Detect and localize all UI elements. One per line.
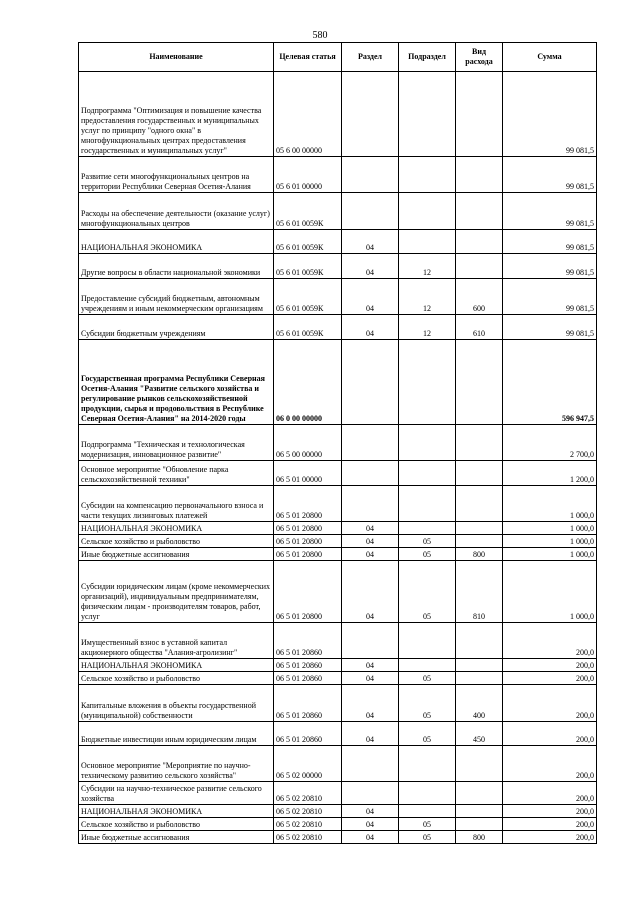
cell-subsection xyxy=(399,486,456,522)
cell-subsection: 05 xyxy=(399,561,456,623)
cell-section xyxy=(342,746,399,782)
cell-section xyxy=(342,193,399,230)
cell-amount: 200,0 xyxy=(503,672,597,685)
table-row xyxy=(79,254,597,279)
cell-name xyxy=(79,522,274,535)
cell-subsection: 05 xyxy=(399,831,456,844)
cell-amount: 200,0 xyxy=(503,659,597,672)
page-number: 580 xyxy=(312,30,328,41)
header-section: Раздел xyxy=(342,43,399,72)
cell-amount: 200,0 xyxy=(503,746,597,782)
cell-target-article: 06 5 02 20810 xyxy=(274,831,342,844)
cell-target-article: 06 5 01 20800 xyxy=(274,486,342,522)
row-name-text: Иные бюджетные ассигнования xyxy=(81,833,190,842)
table-row xyxy=(79,461,597,486)
cell-target-article: 06 5 01 20800 xyxy=(274,561,342,623)
cell-target-article: 05 6 01 0059К xyxy=(274,193,342,230)
table-row xyxy=(79,279,597,315)
cell-expense-type: 600 xyxy=(456,279,503,315)
cell-target-article: 06 5 01 00000 xyxy=(274,461,342,486)
cell-target-article: 06 5 01 20860 xyxy=(274,623,342,659)
cell-subsection xyxy=(399,805,456,818)
row-name-text: Сельское хозяйство и рыболовство xyxy=(81,674,201,683)
cell-amount: 200,0 xyxy=(503,831,597,844)
cell-name xyxy=(79,425,274,461)
cell-target-article: 05 6 01 00000 xyxy=(274,157,342,193)
cell-target-article: 06 5 01 20800 xyxy=(274,535,342,548)
cell-subsection xyxy=(399,157,456,193)
cell-amount: 99 081,5 xyxy=(503,193,597,230)
cell-subsection: 05 xyxy=(399,722,456,746)
cell-expense-type xyxy=(456,486,503,522)
table-row xyxy=(79,535,597,548)
cell-name xyxy=(79,722,274,746)
cell-section: 04 xyxy=(342,561,399,623)
cell-expense-type xyxy=(456,522,503,535)
cell-name xyxy=(79,746,274,782)
cell-name xyxy=(79,461,274,486)
header-expense-type: Вид расхода xyxy=(456,43,503,72)
header-amount: Сумма xyxy=(503,43,597,72)
cell-name xyxy=(79,340,274,425)
cell-section: 04 xyxy=(342,722,399,746)
cell-subsection xyxy=(399,425,456,461)
cell-expense-type xyxy=(456,193,503,230)
cell-expense-type: 800 xyxy=(456,548,503,561)
cell-subsection: 05 xyxy=(399,548,456,561)
cell-expense-type xyxy=(456,623,503,659)
cell-amount: 1 200,0 xyxy=(503,461,597,486)
cell-expense-type xyxy=(456,72,503,157)
cell-subsection xyxy=(399,72,456,157)
cell-subsection: 12 xyxy=(399,254,456,279)
cell-section xyxy=(342,486,399,522)
cell-expense-type xyxy=(456,535,503,548)
cell-expense-type: 610 xyxy=(456,315,503,340)
table-row xyxy=(79,193,597,230)
cell-section xyxy=(342,461,399,486)
cell-section xyxy=(342,340,399,425)
cell-expense-type xyxy=(456,254,503,279)
cell-amount: 200,0 xyxy=(503,722,597,746)
cell-section: 04 xyxy=(342,548,399,561)
cell-amount: 200,0 xyxy=(503,623,597,659)
cell-amount: 1 000,0 xyxy=(503,486,597,522)
row-name-text: НАЦИОНАЛЬНАЯ ЭКОНОМИКА xyxy=(81,524,203,533)
header-target-article: Целевая статья xyxy=(274,43,342,72)
row-name-text: Иные бюджетные ассигнования xyxy=(81,550,190,559)
cell-target-article: 06 5 02 20810 xyxy=(274,818,342,831)
cell-amount: 200,0 xyxy=(503,805,597,818)
header-subsection: Подраздел xyxy=(399,43,456,72)
cell-amount: 99 081,5 xyxy=(503,72,597,157)
cell-amount: 1 000,0 xyxy=(503,522,597,535)
cell-name xyxy=(79,831,274,844)
cell-expense-type xyxy=(456,818,503,831)
row-name-text: Субсидии на научно-техническое развитие сельского хозяйства xyxy=(81,784,262,803)
row-name-text: Развитие сети многофункциональных центров на территории Республики Северная Осетия-Алания xyxy=(81,172,251,191)
cell-target-article: 05 6 01 0059К xyxy=(274,230,342,254)
row-name-text: Субсидии юридическим лицам (кроме некоммерческих организаций), индивидуальным предпринимателям, физическим лицам - производителям товаров, работ, услуг xyxy=(81,582,271,621)
cell-name xyxy=(79,548,274,561)
table-row xyxy=(79,659,597,672)
row-name-text: Сельское хозяйство и рыболовство xyxy=(81,820,201,829)
cell-section xyxy=(342,157,399,193)
row-name-text: Государственная программа Республики Северная Осетия-Алания "Развитие сельского хозяйства и регулирование рынков сельскохозяйственной продукции, сырья и продовольствия в Республике Северная Осетия-Алания" на 2014-2020 годы xyxy=(81,374,265,423)
cell-expense-type xyxy=(456,672,503,685)
table-row xyxy=(79,486,597,522)
row-name-text: Подпрограмма "Оптимизация и повышение качества предоставления государственных и муниципальных услуг по принципу "одного окна" в многофункциональных центрах предоставления государственных и муниципальных услуг" xyxy=(81,106,262,155)
cell-subsection xyxy=(399,193,456,230)
cell-section: 04 xyxy=(342,279,399,315)
row-name-text: Капитальные вложения в объекты государственной (муниципальной) собственности xyxy=(81,701,256,720)
table-row xyxy=(79,782,597,805)
cell-target-article: 05 6 00 00000 xyxy=(274,72,342,157)
cell-expense-type: 400 xyxy=(456,685,503,722)
cell-target-article: 05 6 01 0059К xyxy=(274,315,342,340)
cell-name xyxy=(79,315,274,340)
cell-expense-type: 810 xyxy=(456,561,503,623)
cell-target-article: 06 5 02 20810 xyxy=(274,782,342,805)
cell-amount: 200,0 xyxy=(503,782,597,805)
cell-subsection xyxy=(399,340,456,425)
cell-target-article: 06 5 01 20800 xyxy=(274,522,342,535)
cell-amount: 1 000,0 xyxy=(503,548,597,561)
cell-name xyxy=(79,72,274,157)
cell-expense-type xyxy=(456,805,503,818)
cell-name xyxy=(79,486,274,522)
cell-name xyxy=(79,193,274,230)
cell-target-article: 06 5 02 00000 xyxy=(274,746,342,782)
table-row xyxy=(79,561,597,623)
row-name-text: Расходы на обеспечение деятельности (оказание услуг) многофункциональных центров xyxy=(81,209,270,228)
cell-amount: 2 700,0 xyxy=(503,425,597,461)
table-row xyxy=(79,230,597,254)
cell-subsection: 12 xyxy=(399,315,456,340)
cell-target-article: 06 5 01 20860 xyxy=(274,685,342,722)
cell-subsection xyxy=(399,782,456,805)
cell-subsection xyxy=(399,522,456,535)
cell-name xyxy=(79,685,274,722)
table-row xyxy=(79,72,597,157)
cell-section: 04 xyxy=(342,805,399,818)
row-name-text: Основное мероприятие "Мероприятие по научно-техническому развитию сельского хозяйства" xyxy=(81,761,251,780)
cell-subsection: 05 xyxy=(399,685,456,722)
table-row xyxy=(79,805,597,818)
cell-subsection xyxy=(399,230,456,254)
cell-target-article: 06 5 01 20800 xyxy=(274,548,342,561)
table-header-row xyxy=(79,43,597,72)
table-row xyxy=(79,818,597,831)
cell-target-article: 06 5 00 00000 xyxy=(274,425,342,461)
budget-table xyxy=(78,42,597,844)
cell-subsection xyxy=(399,746,456,782)
row-name-text: Субсидии на компенсацию первоначального взноса и части текущих лизинговых платежей xyxy=(81,501,264,520)
cell-expense-type xyxy=(456,340,503,425)
cell-amount: 596 947,5 xyxy=(503,340,597,425)
table-row xyxy=(79,746,597,782)
cell-expense-type: 800 xyxy=(456,831,503,844)
cell-name xyxy=(79,782,274,805)
cell-name xyxy=(79,561,274,623)
cell-name xyxy=(79,230,274,254)
row-name-text: Бюджетные инвестиции иным юридическим лицам xyxy=(81,735,257,744)
cell-name xyxy=(79,254,274,279)
cell-expense-type xyxy=(456,230,503,254)
row-name-text: Субсидии бюджетным учреждениям xyxy=(81,329,206,338)
cell-target-article: 06 5 01 20860 xyxy=(274,722,342,746)
cell-name xyxy=(79,623,274,659)
row-name-text: Сельское хозяйство и рыболовство xyxy=(81,537,201,546)
cell-subsection: 12 xyxy=(399,279,456,315)
cell-expense-type xyxy=(456,425,503,461)
cell-section: 04 xyxy=(342,522,399,535)
table-row xyxy=(79,672,597,685)
cell-name xyxy=(79,157,274,193)
cell-amount: 99 081,5 xyxy=(503,315,597,340)
row-name-text: Другие вопросы в области национальной экономики xyxy=(81,268,261,277)
table-row xyxy=(79,340,597,425)
cell-name xyxy=(79,659,274,672)
cell-amount: 200,0 xyxy=(503,685,597,722)
cell-section: 04 xyxy=(342,535,399,548)
cell-target-article: 06 0 00 00000 xyxy=(274,340,342,425)
row-name-text: Предоставление субсидий бюджетным, автономным учреждениям и иным некоммерческим организациям xyxy=(81,294,263,313)
cell-name xyxy=(79,805,274,818)
cell-subsection xyxy=(399,461,456,486)
cell-amount: 1 000,0 xyxy=(503,535,597,548)
cell-section xyxy=(342,623,399,659)
table-row xyxy=(79,623,597,659)
cell-section: 04 xyxy=(342,831,399,844)
cell-section: 04 xyxy=(342,818,399,831)
cell-expense-type xyxy=(456,461,503,486)
cell-section xyxy=(342,782,399,805)
cell-amount: 99 081,5 xyxy=(503,157,597,193)
cell-section xyxy=(342,425,399,461)
table-row xyxy=(79,831,597,844)
cell-target-article: 06 5 02 20810 xyxy=(274,805,342,818)
table-row xyxy=(79,157,597,193)
cell-expense-type xyxy=(456,782,503,805)
cell-section xyxy=(342,72,399,157)
cell-amount: 99 081,5 xyxy=(503,279,597,315)
cell-amount: 200,0 xyxy=(503,818,597,831)
cell-target-article: 06 5 01 20860 xyxy=(274,672,342,685)
cell-section: 04 xyxy=(342,315,399,340)
cell-amount: 99 081,5 xyxy=(503,254,597,279)
cell-section: 04 xyxy=(342,254,399,279)
cell-name xyxy=(79,672,274,685)
cell-subsection xyxy=(399,659,456,672)
row-name-text: НАЦИОНАЛЬНАЯ ЭКОНОМИКА xyxy=(81,243,203,252)
row-name-text: Подпрограмма "Техническая и технологическая модернизация, инновационное развитие" xyxy=(81,440,245,459)
cell-target-article: 05 6 01 0059К xyxy=(274,279,342,315)
cell-subsection: 05 xyxy=(399,535,456,548)
cell-expense-type xyxy=(456,157,503,193)
cell-expense-type: 450 xyxy=(456,722,503,746)
row-name-text: Имущественный взнос в уставной капитал акционерного общества "Алания-агролизинг" xyxy=(81,638,238,657)
cell-subsection xyxy=(399,623,456,659)
table-row xyxy=(79,315,597,340)
header-name: Наименование xyxy=(79,43,274,72)
table-row xyxy=(79,425,597,461)
cell-expense-type xyxy=(456,746,503,782)
row-name-text: Основное мероприятие "Обновление парка сельскохозяйственной техники" xyxy=(81,465,229,484)
row-name-text: НАЦИОНАЛЬНАЯ ЭКОНОМИКА xyxy=(81,807,203,816)
cell-target-article: 06 5 01 20860 xyxy=(274,659,342,672)
cell-name xyxy=(79,535,274,548)
cell-target-article: 05 6 01 0059К xyxy=(274,254,342,279)
cell-section: 04 xyxy=(342,230,399,254)
cell-amount: 99 081,5 xyxy=(503,230,597,254)
cell-name xyxy=(79,818,274,831)
cell-expense-type xyxy=(456,659,503,672)
cell-subsection: 05 xyxy=(399,818,456,831)
cell-subsection: 05 xyxy=(399,672,456,685)
table-row xyxy=(79,722,597,746)
table-row xyxy=(79,685,597,722)
cell-section: 04 xyxy=(342,672,399,685)
table-row xyxy=(79,548,597,561)
cell-amount: 1 000,0 xyxy=(503,561,597,623)
cell-name xyxy=(79,279,274,315)
table-row xyxy=(79,522,597,535)
cell-section: 04 xyxy=(342,685,399,722)
row-name-text: НАЦИОНАЛЬНАЯ ЭКОНОМИКА xyxy=(81,661,203,670)
cell-section: 04 xyxy=(342,659,399,672)
